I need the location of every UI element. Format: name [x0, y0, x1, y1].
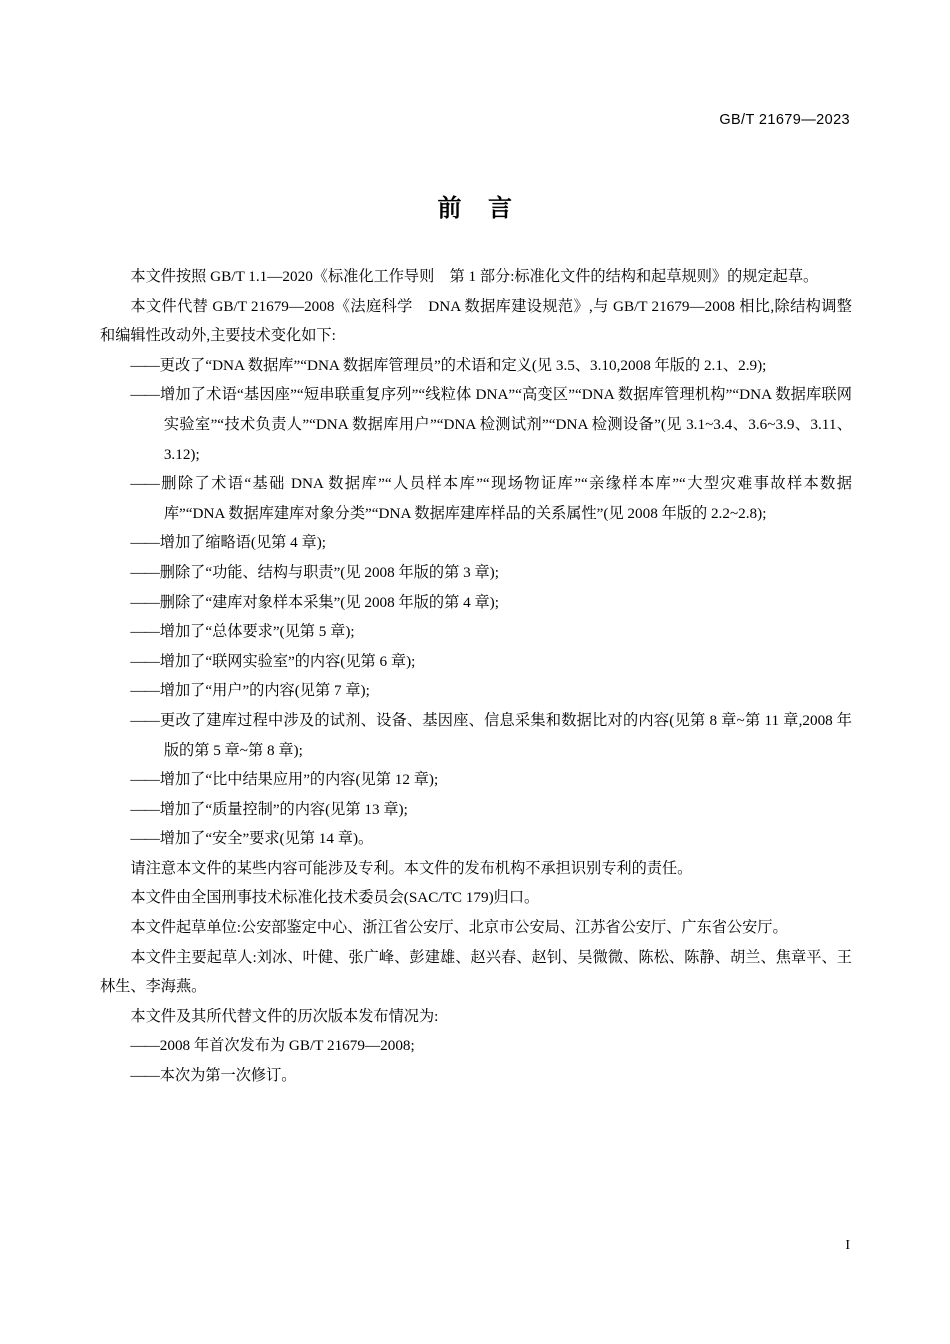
page-number: I [845, 1238, 850, 1253]
em-dash-icon: —— [130, 356, 159, 374]
list-item-label: 删除了术语“基础 DNA 数据库”“人员样本库”“现场物证库”“亲缘样本库”“大型灾难事故样本数据库”“DNA 数据库建库对象分类”“DNA 数据库建库样品的关系属性”(见 2008 年版的 2.2~2.8); [159, 475, 852, 522]
list-item [100, 588, 852, 618]
list-item [100, 647, 852, 677]
list-item [100, 1031, 852, 1061]
list-item-label: 增加了“用户”的内容(见第 7 章); [159, 682, 370, 700]
list-item-label: 增加了术语“基因座”“短串联重复序列”“线粒体 DNA”“高变区”“DNA 数据库管理机构”“DNA 数据库联网实验室”“技术负责人”“DNA 数据库用户”“DNA 检测试剂”“DNA 检测设备”(见 3.1~3.4、3.6~3.9、3.11、3.12); [159, 386, 852, 463]
paragraph-drafting-organizations: 本文件起草单位:公安部鉴定中心、浙江省公安厅、北京市公安局、江苏省公安厅、广东省公安厅。 [130, 919, 788, 937]
list-item [100, 528, 852, 558]
page-header-standard-code: GB/T 21679—2023 [719, 112, 850, 128]
paragraph-main-drafters: 本文件主要起草人:刘冰、叶健、张广峰、彭建雄、赵兴春、赵钊、吴微微、陈松、陈静、胡兰、焦章平、王林生、李海燕。 [100, 948, 852, 996]
em-dash-icon: —— [130, 386, 159, 404]
paragraph-drafting-rules: 本文件按照 GB/T 1.1—2020《标准化工作导则 第 1 部分:标准化文件的结构和起草规则》的规定起草。 [130, 268, 819, 285]
list-item [100, 380, 852, 469]
em-dash-icon: —— [130, 652, 159, 670]
list-item [100, 1061, 852, 1091]
paragraph-replaces-standard: 本文件代替 GB/T 21679—2008《法庭科学 DNA 数据库建设规范》,与 GB/T 21679—2008 相比,除结构调整和编辑性改动外,主要技术变化如下: [100, 297, 852, 345]
list-item [100, 351, 852, 381]
page-title-char-1: 前 [437, 196, 462, 222]
paragraph-patent-notice: 请注意本文件的某些内容可能涉及专利。本文件的发布机构不承担识别专利的责任。 [130, 859, 693, 877]
em-dash-icon: —— [130, 800, 159, 818]
em-dash-icon: —— [130, 711, 159, 729]
em-dash-icon: —— [130, 593, 159, 611]
em-dash-icon: —— [130, 475, 159, 493]
list-item [100, 706, 852, 765]
list-item [100, 676, 852, 706]
list-item-label: 增加了“比中结果应用”的内容(见第 12 章); [159, 771, 439, 789]
list-item-label: 增加了“质量控制”的内容(见第 13 章); [159, 800, 408, 818]
em-dash-icon: —— [130, 563, 159, 581]
page-title [0, 188, 950, 223]
list-item [100, 824, 852, 854]
list-item-label: 增加了“联网实验室”的内容(见第 6 章); [159, 652, 416, 670]
list-item-label: 本次为第一次修订。 [159, 1067, 297, 1085]
paragraph-version-history: 本文件及其所代替文件的历次版本发布情况为: [130, 1007, 439, 1025]
page-title-char-2: 言 [488, 196, 513, 222]
em-dash-icon: —— [130, 534, 159, 552]
foreword-body [100, 262, 852, 1091]
list-item [100, 765, 852, 795]
em-dash-icon: —— [130, 1067, 159, 1085]
paragraph-committee: 本文件由全国刑事技术标准化技术委员会(SAC/TC 179)归口。 [130, 889, 540, 907]
em-dash-icon: —— [130, 682, 159, 700]
list-item [100, 795, 852, 825]
list-item-label: 更改了建库过程中涉及的试剂、设备、基因座、信息采集和数据比对的内容(见第 8 章~第 11 章,2008 年版的第 5 章~第 8 章); [159, 711, 852, 759]
em-dash-icon: —— [130, 1037, 159, 1055]
em-dash-icon: —— [130, 830, 159, 848]
em-dash-icon: —— [130, 623, 159, 641]
em-dash-icon: —— [130, 771, 159, 789]
list-item [100, 469, 852, 528]
list-item-label: 删除了“建库对象样本采集”(见 2008 年版的第 4 章); [159, 593, 499, 611]
list-item-label: 增加了“安全”要求(见第 14 章)。 [159, 830, 374, 848]
list-item-label: 更改了“DNA 数据库”“DNA 数据库管理员”的术语和定义(见 3.5、3.10,2008 年版的 2.1、2.9); [159, 356, 767, 374]
list-item-label: 删除了“功能、结构与职责”(见 2008 年版的第 3 章); [159, 563, 499, 581]
list-item [100, 617, 852, 647]
list-item [100, 558, 852, 588]
list-item-label: 增加了“总体要求”(见第 5 章); [159, 623, 355, 641]
list-item-label: 增加了缩略语(见第 4 章); [159, 534, 326, 552]
list-item-label: 2008 年首次发布为 GB/T 21679—2008; [159, 1037, 415, 1055]
